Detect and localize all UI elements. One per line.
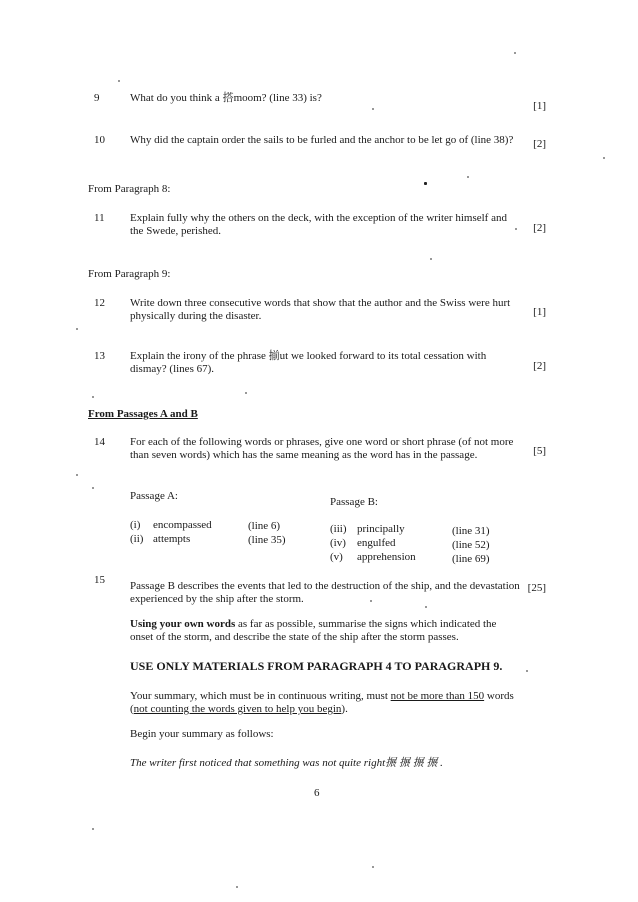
- question-number: 13: [94, 350, 105, 362]
- mark-allocation: [1]: [533, 306, 546, 318]
- question-text: Why did the captain order the sails to be furled and the anchor to be let go of (line 38)?: [130, 134, 514, 146]
- vocab-word: attempts: [153, 533, 191, 545]
- vocab-word: engulfed: [357, 537, 396, 549]
- vocab-line: (line 52): [452, 539, 490, 551]
- word-limit-underlined: not be more than 150: [390, 690, 485, 702]
- vocab-word: principally: [357, 523, 405, 535]
- vocab-word: apprehension: [357, 551, 416, 563]
- question-text: Explain the irony of the phrase 揃ut we looked forward to its total cessation with dismay? (lines 67).: [130, 350, 487, 375]
- section-heading: From Paragraph 9:: [88, 268, 171, 280]
- mark-allocation: [25]: [527, 582, 546, 594]
- vocab-line: (line 35): [248, 534, 286, 546]
- mark-allocation: [2]: [533, 222, 546, 234]
- own-words-rest: as far as possible, summarise the signs which indicated the onset of the storm, and describe the state of the ship after the storm passes.: [130, 618, 497, 643]
- passage-a-label: Passage A:: [130, 490, 178, 502]
- vocab-line: (line 31): [452, 525, 490, 537]
- question-text: Explain fully why the others on the deck, with the exception of the writer himself and the Swede, perished.: [130, 212, 507, 237]
- vocab-id: (ii): [130, 533, 144, 545]
- question-text: What do you think a 搭moom? (line 33) is?: [130, 92, 322, 104]
- page-number: 6: [314, 787, 320, 799]
- passage-b-label: Passage B:: [330, 496, 378, 508]
- vocab-word: encompassed: [153, 519, 212, 531]
- summary-starter-text: The writer first noticed that something was not quite right: [130, 757, 386, 769]
- question-number: 15: [94, 574, 105, 586]
- word-limit-underlined-2: not counting the words given to help you begin: [133, 703, 342, 715]
- question-text: Passage B describes the events that led to the destruction of the ship, and the devastation experienced by the ship after the storm.: [130, 580, 520, 605]
- own-words-emphasis: Using your own words: [130, 618, 236, 630]
- summary-starter-tail: 搌 搌 搌 搌 .: [385, 757, 443, 769]
- question-text: Write down three consecutive words that show that the author and the Swiss were hurt physically during the disaster.: [130, 297, 511, 322]
- section-heading: From Passages A and B: [88, 408, 198, 420]
- own-words-instruction: [130, 618, 516, 644]
- begin-instruction: Begin your summary as follows:: [130, 728, 274, 740]
- question-number: 12: [94, 297, 105, 309]
- mark-allocation: [1]: [533, 100, 546, 112]
- question-number: 14: [94, 436, 105, 448]
- vocab-id: (v): [330, 551, 343, 563]
- mark-allocation: [5]: [533, 445, 546, 457]
- mark-allocation: [2]: [533, 360, 546, 372]
- vocab-id: (i): [130, 519, 141, 531]
- question-number: 11: [94, 212, 105, 224]
- section-heading: From Paragraph 8:: [88, 183, 171, 195]
- vocab-id: (iii): [330, 523, 347, 535]
- word-limit-mid: words (: [130, 690, 514, 715]
- vocab-line: (line 6): [248, 520, 281, 532]
- question-number: 9: [94, 92, 100, 104]
- vocab-line: (line 69): [452, 553, 490, 565]
- word-limit-pre: Your summary, which must be in continuous writing, must: [130, 690, 391, 702]
- summary-starter: [130, 757, 530, 770]
- mark-allocation: [2]: [533, 138, 546, 150]
- use-only-instruction: USE ONLY MATERIALS FROM PARAGRAPH 4 TO PARAGRAPH 9.: [130, 659, 503, 673]
- question-text: For each of the following words or phrases, give one word or short phrase (of not more than seven words) which has the same meaning as the word has in the passage.: [130, 436, 514, 461]
- word-limit-instruction: [130, 690, 516, 716]
- word-limit-end: ).: [341, 703, 348, 715]
- question-number: 10: [94, 134, 105, 146]
- vocab-id: (iv): [330, 537, 346, 549]
